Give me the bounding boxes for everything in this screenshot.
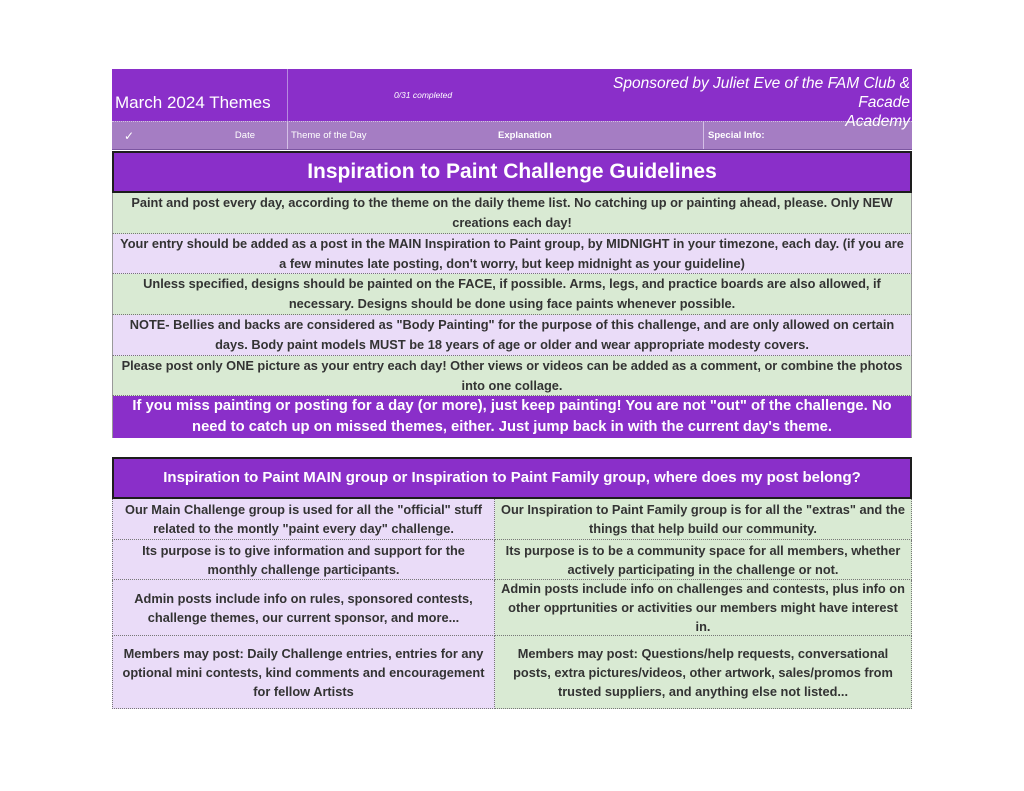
- family-group-cell: Members may post: Questions/help requests, conversational posts, extra pictures/videos, other artwork, sales/promos from trusted suppliers, and anything else not listed...: [495, 636, 912, 709]
- guideline-final-note: If you miss painting or posting for a day (or more), just keep painting! You are not "out" of the challenge. No need to catch up on missed themes, either. Just jump back in with the current day's theme.: [112, 396, 912, 438]
- sponsor-text: [558, 69, 912, 130]
- main-group-cell: Our Main Challenge group is used for all the "official" stuff related to the montly "paint every day" challenge.: [112, 499, 495, 540]
- guideline-row: Paint and post every day, according to the theme on the daily theme list. No catching up or painting ahead, please. Only NEW creations each day!: [112, 193, 912, 234]
- guideline-row: NOTE- Bellies and backs are considered as "Body Painting" for the purpose of this challenge, and are only allowed on certain days. Body paint models MUST be 18 years of age or older and wear appropriate modesty covers.: [112, 315, 912, 356]
- groups-table: [112, 499, 912, 709]
- guideline-row: Unless specified, designs should be painted on the FACE, if possible. Arms, legs, and practice boards are also allowed, if necessary. Designs should be done using face paints whenever possible.: [112, 274, 912, 315]
- family-group-cell: Its purpose is to be a community space for all members, whether actively participating in the challenge or not.: [495, 540, 912, 580]
- explanation-column-header: Explanation: [414, 122, 704, 149]
- groups-section: [112, 457, 912, 709]
- guideline-row: Please post only ONE picture as your entry each day! Other views or videos can be added as a comment, or combine the photos into one collage.: [112, 356, 912, 396]
- sponsor-line-1: Sponsored by Juliet Eve of the FAM Club & Facade: [613, 75, 910, 111]
- progress-counter: 0/31 completed: [393, 90, 453, 100]
- theme-column-header: Theme of the Day: [291, 130, 367, 141]
- sheet-title: March 2024 Themes: [112, 69, 288, 121]
- special-info-column-header: Special Info:: [708, 130, 765, 141]
- guidelines-title: Inspiration to Paint Challenge Guidelines: [112, 151, 912, 193]
- sponsor-line-2: Academy: [845, 113, 910, 130]
- themes-sheet: [112, 69, 912, 709]
- main-group-cell: Members may post: Daily Challenge entries, entries for any optional mini contests, kind comments and encouragement for fellow Artists: [112, 636, 495, 709]
- sheet-header: [112, 69, 912, 130]
- main-group-cell: Its purpose is to give information and support for the monthly challenge participants.: [112, 540, 495, 580]
- groups-title: Inspiration to Paint MAIN group or Inspiration to Paint Family group, where does my post belong?: [112, 457, 912, 499]
- date-column-header: Date: [184, 122, 288, 149]
- family-group-cell: Admin posts include info on challenges and contests, plus info on other opprtunities or activities our members might have interest in.: [495, 580, 912, 636]
- main-group-cell: Admin posts include info on rules, sponsored contests, challenge themes, our current sponsor, and more...: [112, 580, 495, 636]
- guideline-row: Your entry should be added as a post in the MAIN Inspiration to Paint group, by MIDNIGHT in your timezone, each day. (if you are a few minutes late posting, don't worry, but keep midnight as your guideline): [112, 234, 912, 274]
- check-column-header: ✓: [124, 128, 135, 143]
- family-group-cell: Our Inspiration to Paint Family group is for all the "extras" and the things that help build our community.: [495, 499, 912, 540]
